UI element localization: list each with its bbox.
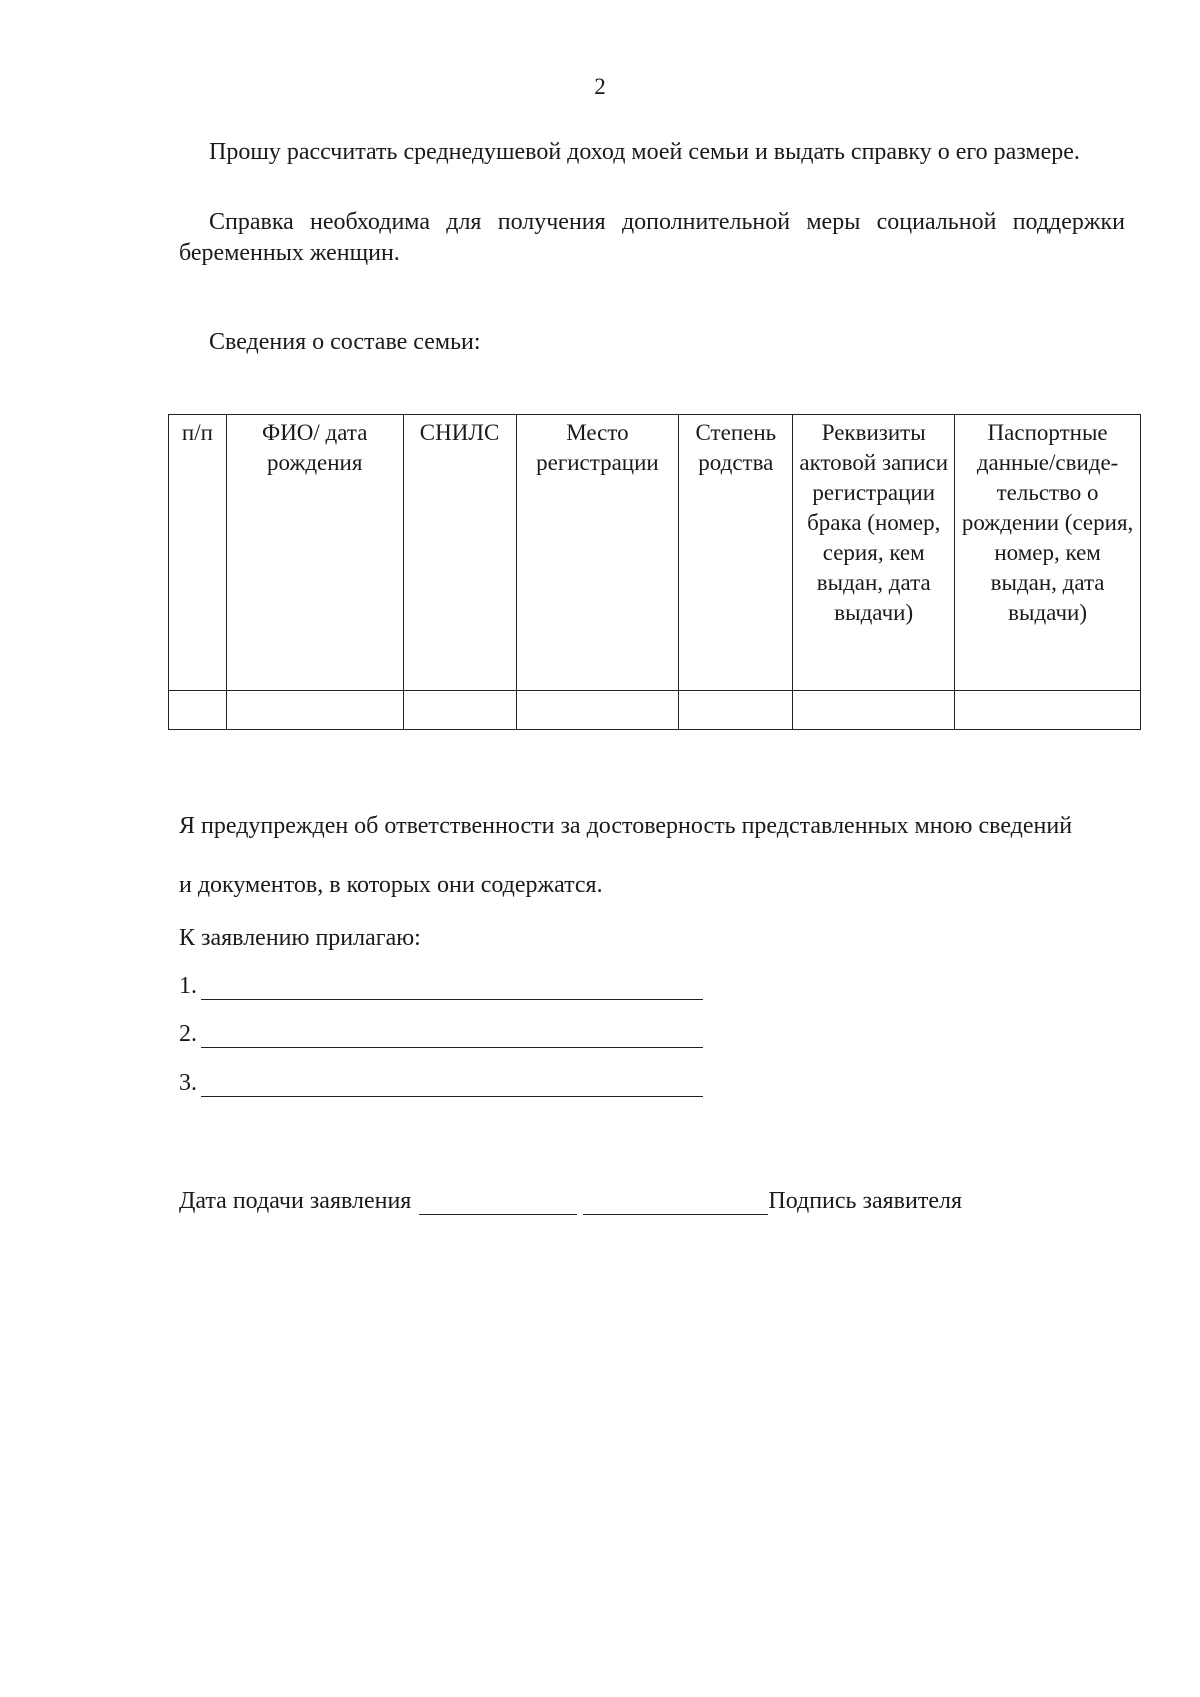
table-cell (679, 691, 793, 730)
signature-blank-line (583, 1190, 768, 1215)
table-row (169, 691, 1141, 730)
header-name-birthdate: ФИО/ дата рождения (226, 415, 403, 691)
table-cell (169, 691, 227, 730)
attachment-blank-line (201, 975, 703, 1000)
attachment-item-1 (179, 973, 703, 1000)
header-registration-place: Место регистрации (516, 415, 679, 691)
table-cell (226, 691, 403, 730)
attachment-number: 3. (179, 1070, 197, 1096)
date-blank-line (419, 1190, 577, 1215)
attachment-item-2 (179, 1021, 703, 1048)
attachment-blank-line (201, 1023, 703, 1048)
header-marriage-record: Реквизиты актовой записи регистрации брака (номер, серия, кем выдан, дата выдачи) (793, 415, 955, 691)
attachment-number: 2. (179, 1021, 197, 1047)
warning-line-2: и документов, в которых они содержатся. (179, 872, 603, 898)
header-passport-data: Паспортные данные/свиде-тельство о рождении (серия, номер, кем выдан, дата выдачи) (955, 415, 1141, 691)
page-number: 2 (594, 74, 606, 99)
table-cell (793, 691, 955, 730)
date-label: Дата подачи заявления (179, 1188, 412, 1214)
attachment-number: 1. (179, 973, 197, 999)
purpose-paragraph: Справка необходима для получения дополнительной меры социальной поддержки беременных женщин. (179, 209, 1125, 266)
table-cell (516, 691, 679, 730)
header-snils: СНИЛС (403, 415, 516, 691)
signature-footer (179, 1188, 962, 1215)
attachments-label: К заявлению прилагаю: (179, 925, 421, 951)
family-heading: Сведения о составе семьи: (209, 329, 481, 355)
table-cell (955, 691, 1141, 730)
warning-line-1: Я предупрежден об ответственности за достоверность представленных мною сведений (179, 813, 1073, 839)
header-relationship: Степень родства (679, 415, 793, 691)
signature-label: Подпись заявителя (768, 1188, 962, 1214)
header-number: п/п (169, 415, 227, 691)
family-table (168, 414, 1141, 730)
table-header-row (169, 415, 1141, 691)
attachment-blank-line (201, 1072, 703, 1097)
request-paragraph: Прошу рассчитать среднедушевой доход моей семьи и выдать справку о его размере. (209, 139, 1080, 165)
table-cell (403, 691, 516, 730)
attachment-item-3 (179, 1070, 703, 1097)
